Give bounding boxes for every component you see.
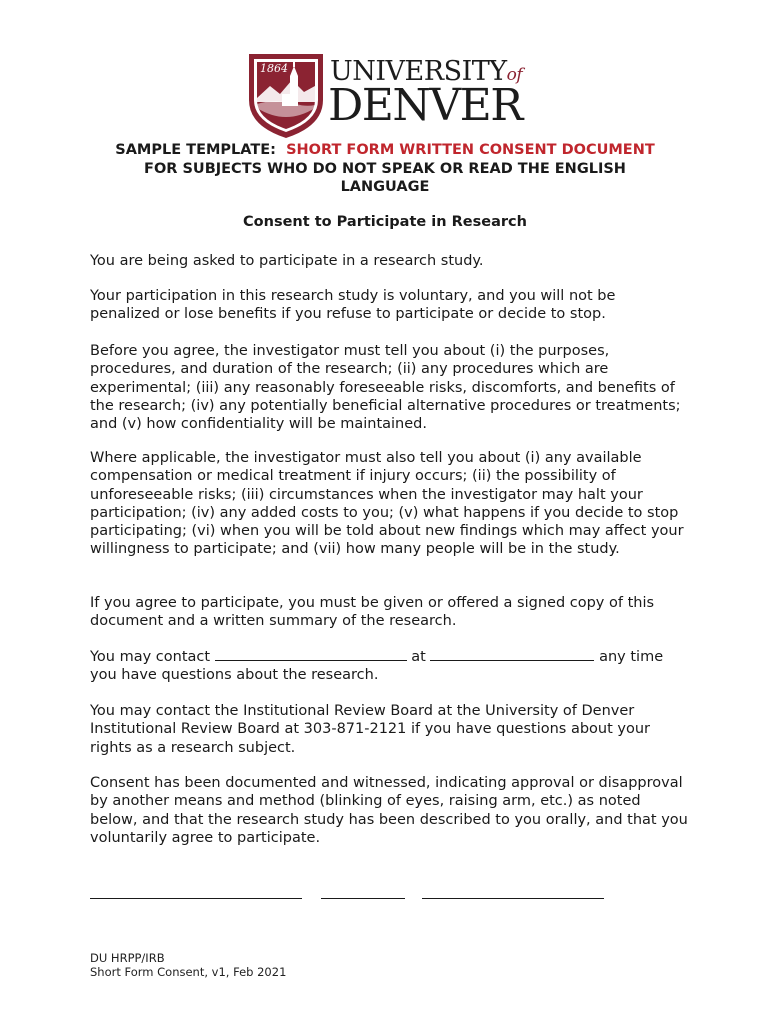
paragraph-5: If you agree to participate, you must be given or offered a signed copy of this document and a written summary of the research.	[90, 595, 655, 630]
date-line[interactable]	[321, 898, 405, 899]
p6-text-c: any time you have questions about the research.	[90, 649, 664, 684]
paragraph-3: Before you agree, the investigator must tell you about (i) the purposes, procedures, and duration of the research; (ii) any procedures which are experimental; (iii) any reasonably foreseeable risks, discomforts, and benefits of the research; (iv) any potentially beneficial alternative procedures or treatments; and (v) how confidentiality will be maintained.	[90, 343, 681, 433]
logo-year: 1864	[260, 62, 288, 75]
paragraph-6	[90, 648, 690, 685]
p6-text-b: at	[411, 649, 426, 665]
footer-line-1: DU HRPP/IRB	[90, 951, 165, 965]
contact-name-blank[interactable]	[215, 648, 407, 661]
footer	[90, 951, 286, 979]
paragraph-1: You are being asked to participate in a research study.	[90, 253, 484, 269]
title-line-3: LANGUAGE	[340, 179, 430, 195]
witness-line[interactable]	[422, 898, 604, 899]
title-line-2: FOR SUBJECTS WHO DO NOT SPEAK OR READ THE ENGLISH	[144, 160, 626, 177]
document-title	[60, 141, 710, 197]
title-line-1	[60, 141, 710, 160]
university-logo	[246, 50, 536, 140]
title-red-text: SHORT FORM WRITTEN CONSENT DOCUMENT	[286, 142, 655, 158]
signature-line[interactable]	[90, 898, 302, 899]
contact-phone-blank[interactable]	[430, 648, 594, 661]
paragraph-2: Your participation in this research study is voluntary, and you will not be penalized or lose benefits if you refuse to participate or decide to stop.	[90, 288, 616, 323]
logo-word-denver: DENVER	[328, 80, 522, 131]
title-prefix: SAMPLE TEMPLATE:	[115, 142, 276, 158]
p6-text-a: You may contact	[90, 649, 211, 665]
logo-of-text: of	[506, 65, 523, 85]
paragraph-8: Consent has been documented and witnessed, indicating approval or disapproval by another means and method (blinking of eyes, raising arm, etc.) as noted below, and that the research study has been described to you orally, and that you voluntarily agree to participate.	[90, 775, 688, 846]
logo-university-text: UNIVERSITY	[330, 56, 507, 87]
section-heading: Consent to Participate in Research	[243, 214, 527, 230]
paragraph-4: Where applicable, the investigator must also tell you about (i) any available compensation or medical treatment if injury occurs; (ii) the possibility of unforeseeable risks; (iii) circumstances when the investigator may halt your participation; (iv) any added costs to you; (v) what happens if you decide to stop participating; (vi) when you will be told about new findings which may affect your willingness to participate; and (vii) how many people will be in the study.	[90, 450, 684, 558]
footer-line-2: Short Form Consent, v1, Feb 2021	[90, 965, 287, 979]
paragraph-7: You may contact the Institutional Review Board at the University of Denver Institutional Review Board at 303-871-2121 if you have questions about your rights as a research subject.	[90, 703, 651, 756]
